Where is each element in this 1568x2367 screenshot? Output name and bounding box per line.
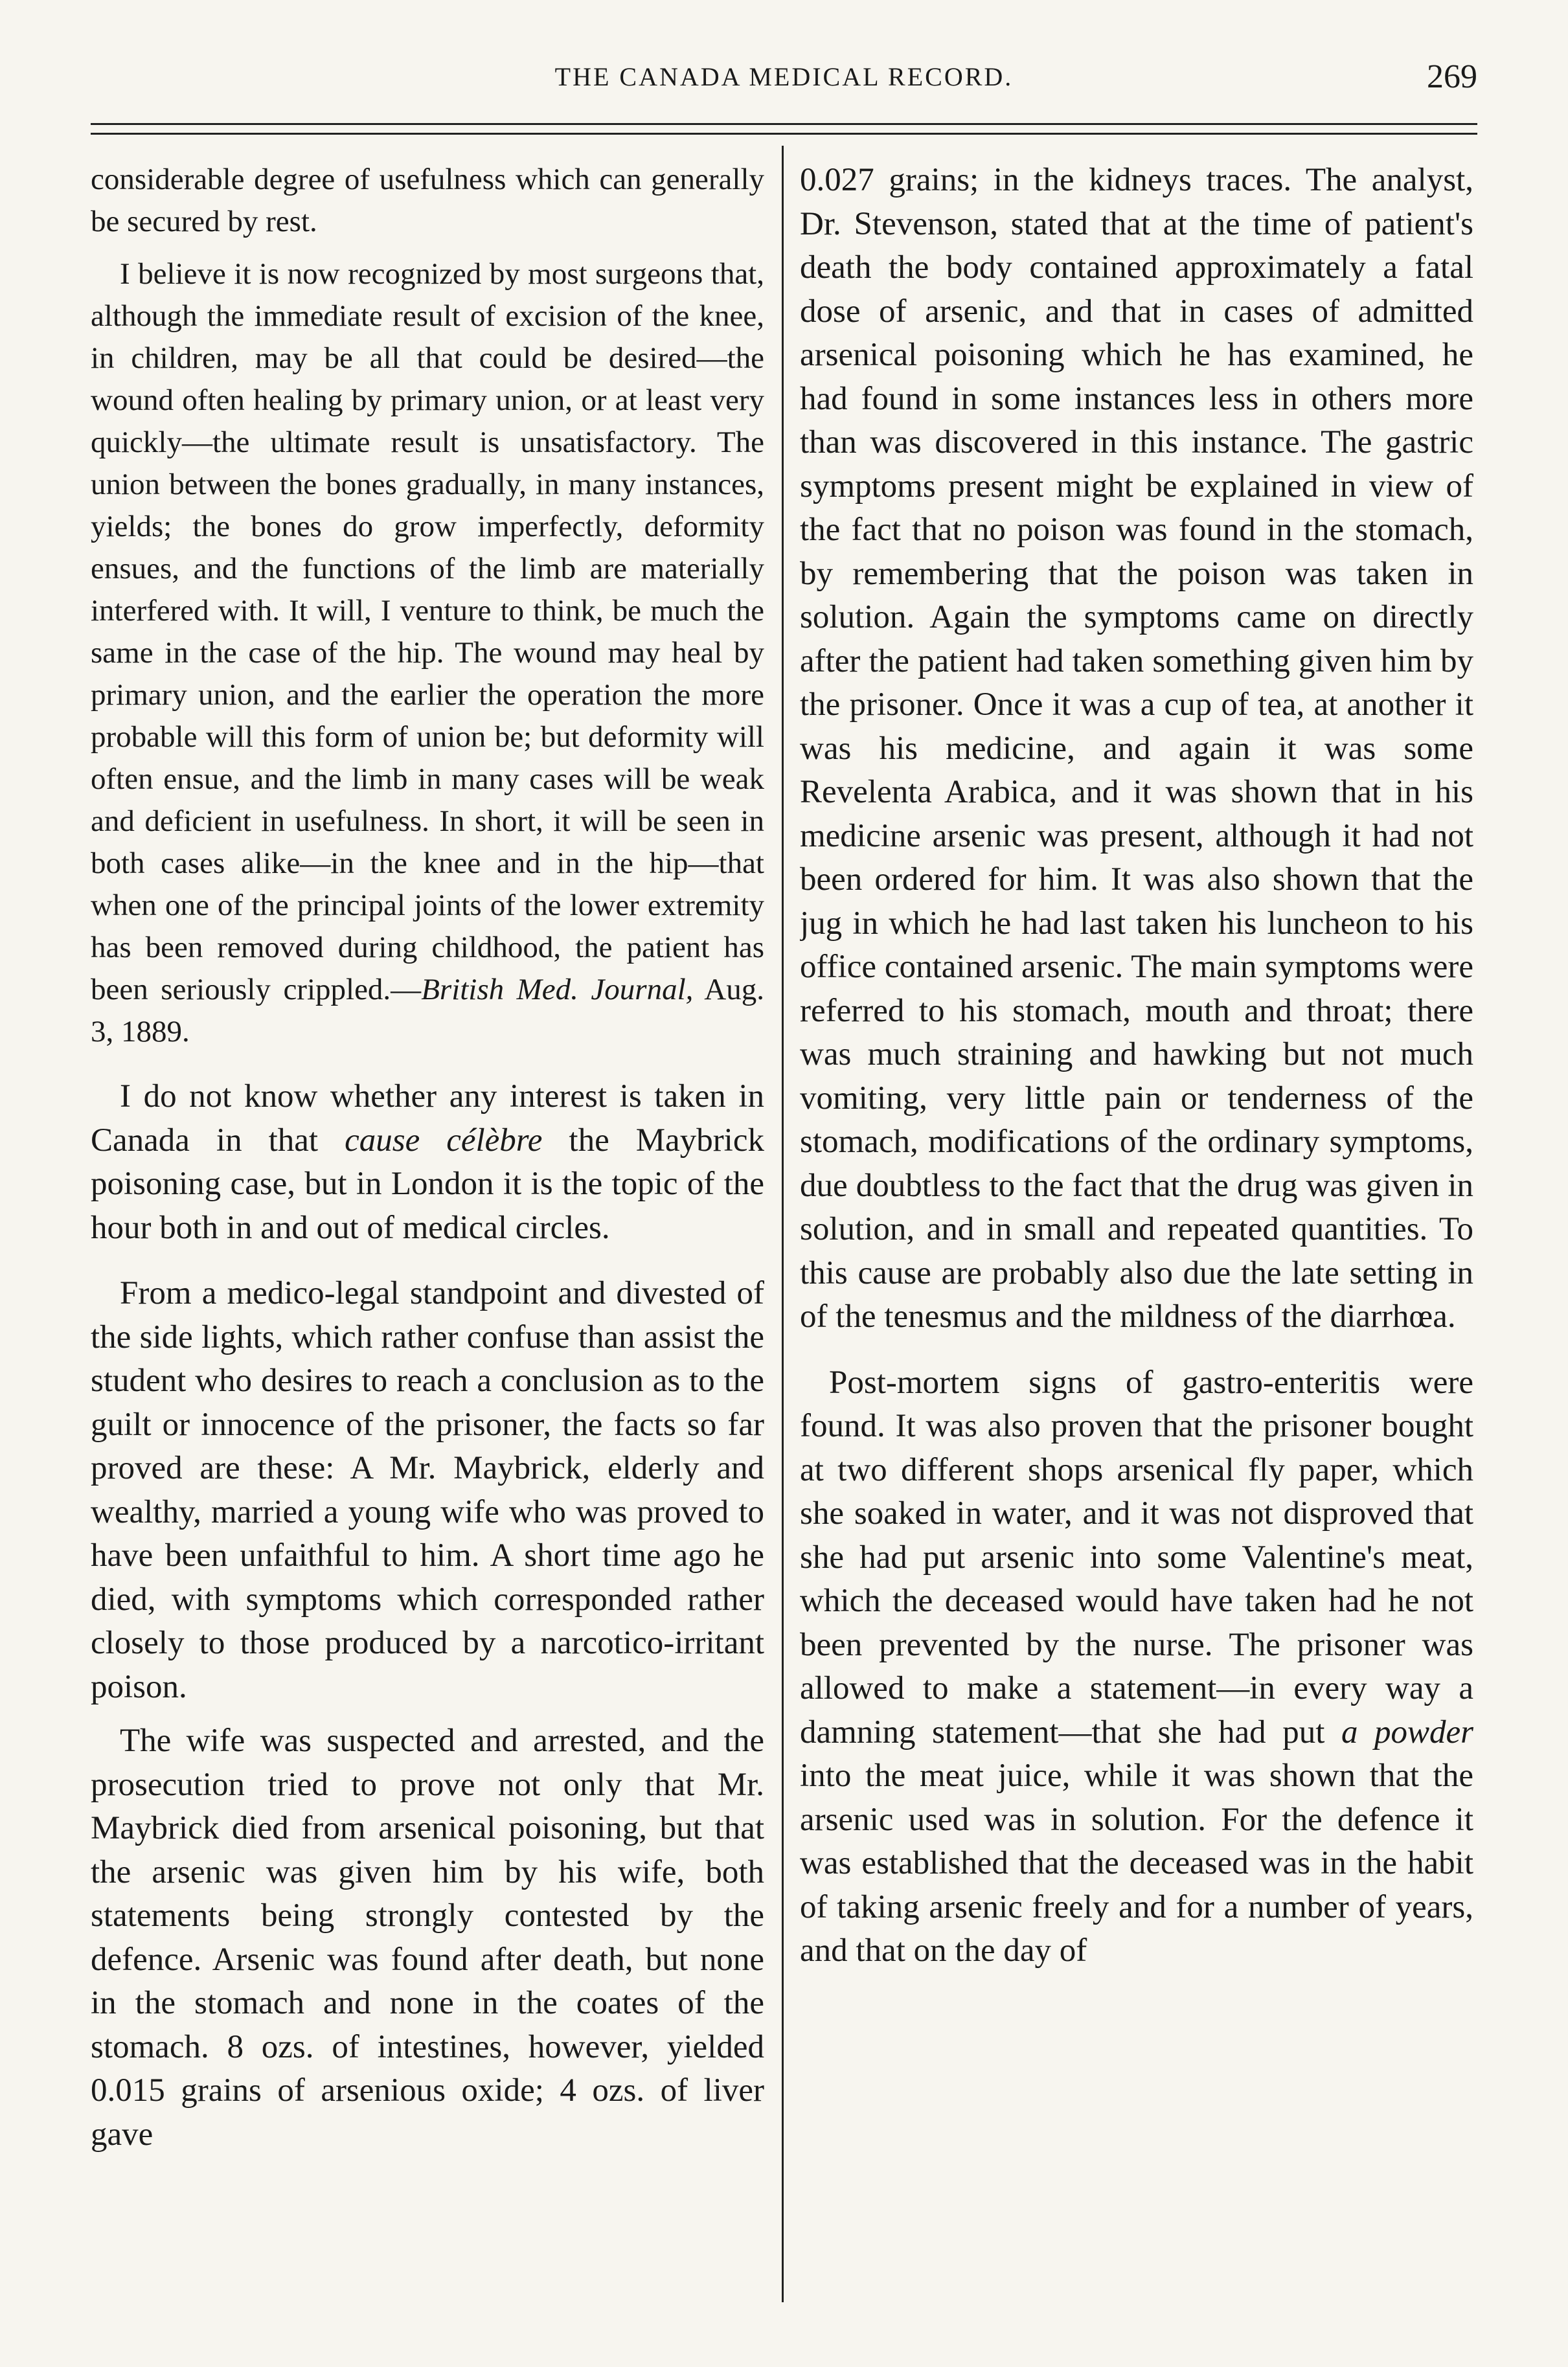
left-column [91,159,764,2296]
page-number: 269 [1427,58,1477,95]
journal-title: THE CANADA MEDICAL RECORD. [554,62,1014,91]
paragraph-excision-continued: considerable degree of usefulness which can generally be secured by rest. [91,163,764,238]
paragraph-prosecution: The wife was suspected and arrested, and the prosecution tried to prove not only that Mr. Maybrick died from arsenical poisoning, but that the arsenic was given him by his wife, both statements being strongly contested by the defence. Arsenic was found after death, but none in the stomach and none in the coates of the stomach. 8 ozs. of intestines, however, yielded 0.015 grains of arsenious oxide; 4 ozs. of liver gave [91,1723,764,2153]
running-head [91,58,1477,113]
column-divider [782,146,784,2302]
paragraph-post-mortem [800,1361,1473,1973]
italic-phrase: cause célèbre [345,1122,543,1159]
paragraph-medico-legal: From a medico-legal standpoint and divested of the side lights, which rather confuse than assist the student who desires to reach a conclusion as to the guilt or innocence of the prisoner, the facts so far proved are these: A Mr. Maybrick, elderly and wealthy, married a young wife who was proved to have been unfaithful to him. A short time ago he died, with symptoms which corresponded rather closely to those produced by a narcotico-irritant poison. [91,1275,764,1705]
citation-date: Aug. 3, 1889. [91,973,764,1048]
italic-phrase: a powder [1341,1714,1473,1750]
paragraph-text: the Maybrick poisoning case, but in London it is the topic of the hour both in and out of medical circles. [91,1122,764,1246]
paragraph-text: into the meat juice, while it was shown that the arsenic used was in solution. For the defence it was established that the deceased was in the habit of taking arsenic freely and for a number of years, and that on the day of [800,1758,1473,1969]
header-rule-upper [91,123,1477,125]
header-rule-lower [91,133,1477,135]
citation-source: British Med. Journal, [421,973,694,1006]
paragraph-knee-excision [91,253,764,1053]
paragraph-text: I do not know whether any interest is taken in Canada in that [91,1078,764,1159]
paragraph-analyst-findings: 0.027 grains; in the kidneys traces. The analyst, Dr. Stevenson, stated that at the time of patient's death the body contained approximately a fatal dose of arsenic, and that in cases of admitted arsenical poisoning which he has examined, he had found in some instances less in others more than was discovered in this instance. The gastric symptoms present might be explained in view of the fact that no poison was found in the stomach, by remembering that the poison was taken in solution. Again the symptoms came on directly after the patient had taken something given him by the prisoner. Once it was a cup of tea, at another it was his medicine, and again it was some Revelenta Arabica, and it was shown that in his medicine arsenic was present, although it had not been ordered for him. It was also shown that the jug in which he had last taken his luncheon to his office contained arsenic. The main symptoms were referred to his stomach, mouth and throat; there was much straining and hawking but not much vomiting, very little pain or tenderness of the stomach, modifications of the ordinary symptoms, due doubtless to the fact that the drug was given in solution, and in small and repeated quantities. To this cause are probably also due the late setting in of the tenesmus and the mildness of the diarrhœa. [800,162,1473,1335]
paragraph-maybrick-intro [91,1075,764,1250]
right-column [800,159,1473,2296]
paragraph-text: I believe it is now recognized by most surgeons that, although the immediate result of excision of the knee, in children, may be all that could be desired—the wound often healing by primary union, or at least very quickly—the ultimate result is unsatisfactory. The union between the bones gradually, in many instances, yields; the bones do grow imperfectly, deformity ensues, and the functions of the limb are materially interfered with. It will, I venture to think, be much the same in the case of the hip. The wound may heal by primary union, and the earlier the operation the more probable will this form of union be; but deformity will often ensue, and the limb in many cases will be weak and deficient in usefulness. In short, it will be seen in both cases alike—in the knee and in the hip—that when one of the principal joints of the lower extremity has been removed during childhood, the patient has been seriously crippled.— [91,257,764,1006]
paragraph-text: Post-mortem signs of gastro-enteritis were found. It was also proven that the prisoner bought at two different shops arsenical fly paper, which she soaked in water, and it was not disproved that she had put arsenic into some Valentine's meat, which the deceased would have taken had he not been prevented by the nurse. The prisoner was allowed to make a statement—in every way a damning statement—that she had put [800,1364,1473,1750]
